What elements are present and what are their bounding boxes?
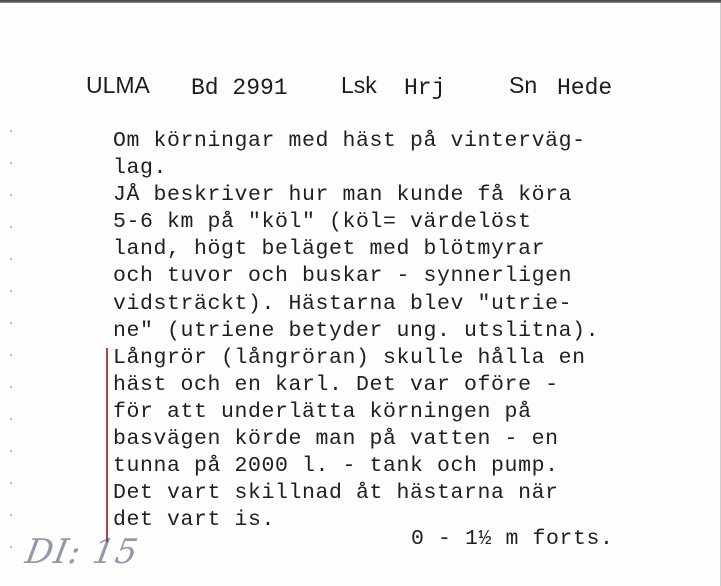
body-line: Det vart skillnad åt hästarna när	[113, 481, 559, 506]
body-line: tunna på 2000 l. - tank och pump.	[113, 454, 559, 479]
record-number: Bd 2991	[191, 75, 288, 101]
body-line: vidsträckt). Hästarna blev "utrie-	[113, 291, 573, 316]
card-body-text	[113, 128, 713, 534]
parish-value: Hrj	[404, 75, 446, 101]
body-line: för att underlätta körningen på	[113, 399, 532, 424]
parish-label: Lsk	[341, 72, 377, 98]
handwritten-mark: DI: 15	[22, 532, 142, 572]
body-line: 5-6 km på "köl" (köl= värdelöst	[113, 210, 532, 235]
body-line: det vart is.	[113, 508, 276, 533]
body-line: basvägen körde man på vatten - en	[113, 427, 559, 452]
body-line: lag.	[113, 156, 168, 181]
card-top-edge	[0, 0, 721, 3]
card-left-margin-marks	[10, 130, 12, 550]
continuation-note: 0 - 1½ m forts.	[411, 527, 614, 551]
body-line: ne" (utriene betyder ung. utslitna).	[113, 318, 600, 343]
sn-value: Hede	[557, 75, 613, 101]
archive-code: ULMA	[86, 72, 150, 98]
body-line: JÅ beskriver hur man kunde få köra	[113, 183, 573, 208]
body-line: Om körningar med häst på vinterväg-	[113, 129, 586, 153]
sn-label: Sn	[509, 72, 538, 98]
body-line: land, högt beläget med blötmyrar	[113, 237, 546, 262]
red-margin-line	[106, 348, 108, 542]
body-line: Långrör (långröran) skulle hålla en	[113, 345, 586, 370]
body-line: och tuvor och buskar - synnerligen	[113, 264, 573, 289]
body-line: häst och en karl. Det var oföre -	[113, 372, 559, 397]
